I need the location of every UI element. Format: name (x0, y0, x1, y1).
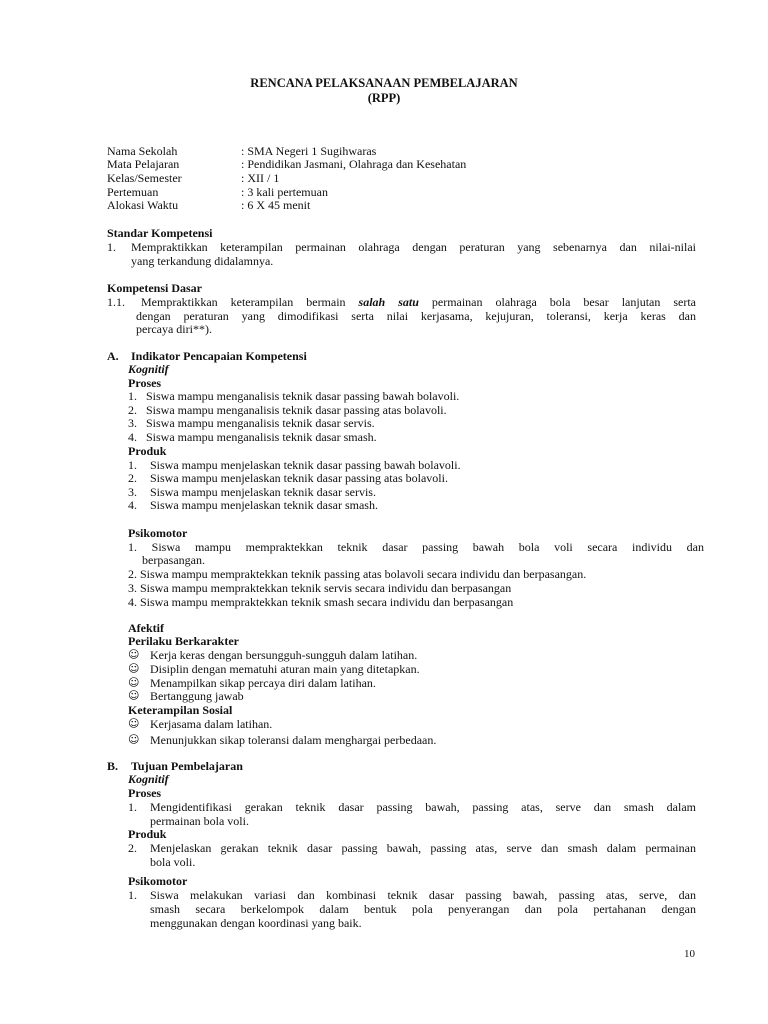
psikomotor-heading: Psikomotor (128, 526, 188, 540)
list-item-continuation: bola voli. (150, 855, 196, 869)
section-b-heading: Tujuan Pembelajaran (131, 759, 243, 773)
list-item: Kerja keras dengan bersungguh-sungguh dalam latihan. (150, 648, 418, 662)
list-number: 1. (128, 888, 137, 902)
produk-heading: Produk (128, 444, 167, 458)
list-number: 1. (128, 458, 137, 472)
list-item: Siswa mampu menganalisis teknik dasar passing bawah bolavoli. (146, 389, 460, 403)
list-item: 2. Siswa mampu mempraktekkan teknik passing atas bolavoli secara individu dan berpasangan. (128, 567, 587, 581)
identity-label: Kelas/Semester (107, 171, 182, 185)
page-number: 10 (684, 948, 695, 960)
identity-value: : XII / 1 (241, 171, 280, 185)
smiley-icon: ☺ (128, 662, 140, 675)
smiley-icon: ☺ (128, 676, 140, 689)
identity-label: Nama Sekolah (107, 144, 178, 158)
identity-value: : 6 X 45 menit (241, 198, 311, 212)
list-item: Bertanggung jawab (150, 689, 244, 703)
list-item: Siswa mampu menganalisis teknik dasar smash. (146, 430, 377, 444)
list-number: 1. (128, 800, 137, 814)
list-item: 3. Siswa mampu mempraktekkan teknik servis secara individu dan berpasangan (128, 581, 512, 595)
list-item: Menunjukkan sikap toleransi dalam menghargai perbedaan. (150, 733, 437, 747)
section-a-heading: Indikator Pencapaian Kompetensi (131, 349, 307, 363)
list-item: Kerjasama dalam latihan. (150, 717, 273, 731)
smiley-icon: ☺ (128, 689, 140, 702)
list-item: Siswa mampu menganalisis teknik dasar passing atas bolavoli. (146, 403, 447, 417)
identity-value: : 3 kali pertemuan (241, 185, 328, 199)
sk-text-line: yang terkandung didalamnya. (131, 254, 274, 268)
list-item-continuation: permainan bola voli. (150, 814, 249, 828)
identity-label: Pertemuan (107, 185, 159, 199)
kd-emphasis: salah satu (358, 295, 419, 309)
perilaku-heading: Perilaku Berkarakter (128, 634, 239, 648)
list-number: 4. (128, 430, 137, 444)
list-item-continuation: menggunakan dengan koordinasi yang baik. (150, 916, 362, 930)
smiley-icon: ☺ (128, 717, 140, 730)
kd-text-line: percaya diri**). (136, 322, 212, 336)
kognitif-heading: Kognitif (128, 772, 169, 786)
identity-label: Mata Pelajaran (107, 157, 180, 171)
produk-heading: Produk (128, 827, 167, 841)
identity-label: Alokasi Waktu (107, 198, 179, 212)
kognitif-heading: Kognitif (128, 362, 169, 376)
list-item-continuation: smash secara berkelompok dalam bentuk pola penyerangan dan pola pertahanan dengan (150, 902, 696, 916)
smiley-icon: ☺ (128, 733, 140, 746)
list-item: 4. Siswa mampu mempraktekkan teknik smash secara individu dan berpasangan (128, 595, 514, 609)
kd-text-line (141, 295, 696, 309)
list-item: Disiplin dengan mematuhi aturan main yang ditetapkan. (150, 662, 420, 676)
kd-number: 1.1. (107, 295, 125, 309)
section-b-letter: B. (107, 759, 119, 773)
list-item: Mengidentifikasi gerakan teknik dasar passing bawah, passing atas, serve dan smash dalam (150, 800, 696, 814)
kd-text-line: dengan peraturan yang dimodifikasi serta nilai kerjasama, kejujuran, toleransi, kerja keras dan (136, 309, 696, 323)
kd-heading: Kompetensi Dasar (107, 281, 202, 295)
sosial-heading: Keterampilan Sosial (128, 703, 233, 717)
section-a-letter: A. (107, 349, 119, 363)
sk-heading: Standar Kompetensi (107, 226, 213, 240)
sk-text-line: Mempraktikkan keterampilan permainan olahraga dengan peraturan yang sebenarnya dan nilai-nilai (131, 240, 696, 254)
document-title: RENCANA PELAKSANAAN PEMBELAJARAN (250, 76, 518, 90)
list-item: Siswa melakukan variasi dan kombinasi teknik dasar passing bawah, passing atas, serve, dan (150, 888, 696, 902)
list-item: Siswa mampu menjelaskan teknik dasar passing atas bolavoli. (150, 471, 448, 485)
list-number: 2. (128, 471, 137, 485)
list-item: Menjelaskan gerakan teknik dasar passing bawah, passing atas, serve dan smash dalam permainan (150, 841, 696, 855)
list-number: 4. (128, 498, 137, 512)
document-subtitle: (RPP) (367, 91, 401, 105)
list-number: 3. (128, 416, 137, 430)
proses-heading: Proses (128, 376, 162, 390)
list-item: Siswa mampu menganalisis teknik dasar servis. (146, 416, 375, 430)
list-item: Siswa mampu menjelaskan teknik dasar smash. (150, 498, 378, 512)
proses-heading: Proses (128, 786, 162, 800)
list-item: Siswa mampu menjelaskan teknik dasar servis. (150, 485, 376, 499)
identity-value: : SMA Negeri 1 Sugihwaras (241, 144, 377, 158)
kd-text-post: permainan olahraga bola besar lanjutan serta (418, 295, 696, 309)
sk-number: 1. (107, 240, 116, 254)
list-item: Siswa mampu menjelaskan teknik dasar passing bawah bolavoli. (150, 458, 461, 472)
list-item: 1. Siswa mampu mempraktekkan teknik dasar passing bawah bola voli secara individu dan (128, 540, 704, 554)
afektif-heading: Afektif (128, 621, 164, 635)
list-number: 1. (128, 389, 137, 403)
psikomotor-heading: Psikomotor (128, 874, 188, 888)
kd-text-pre: Mempraktikkan keterampilan bermain (141, 295, 359, 309)
identity-value: : Pendidikan Jasmani, Olahraga dan Kesehatan (241, 157, 467, 171)
list-item-continuation: berpasangan. (142, 553, 205, 567)
list-number: 2. (128, 841, 137, 855)
list-item: Menampilkan sikap percaya diri dalam latihan. (150, 676, 376, 690)
list-number: 3. (128, 485, 137, 499)
list-number: 2. (128, 403, 137, 417)
smiley-icon: ☺ (128, 648, 140, 661)
